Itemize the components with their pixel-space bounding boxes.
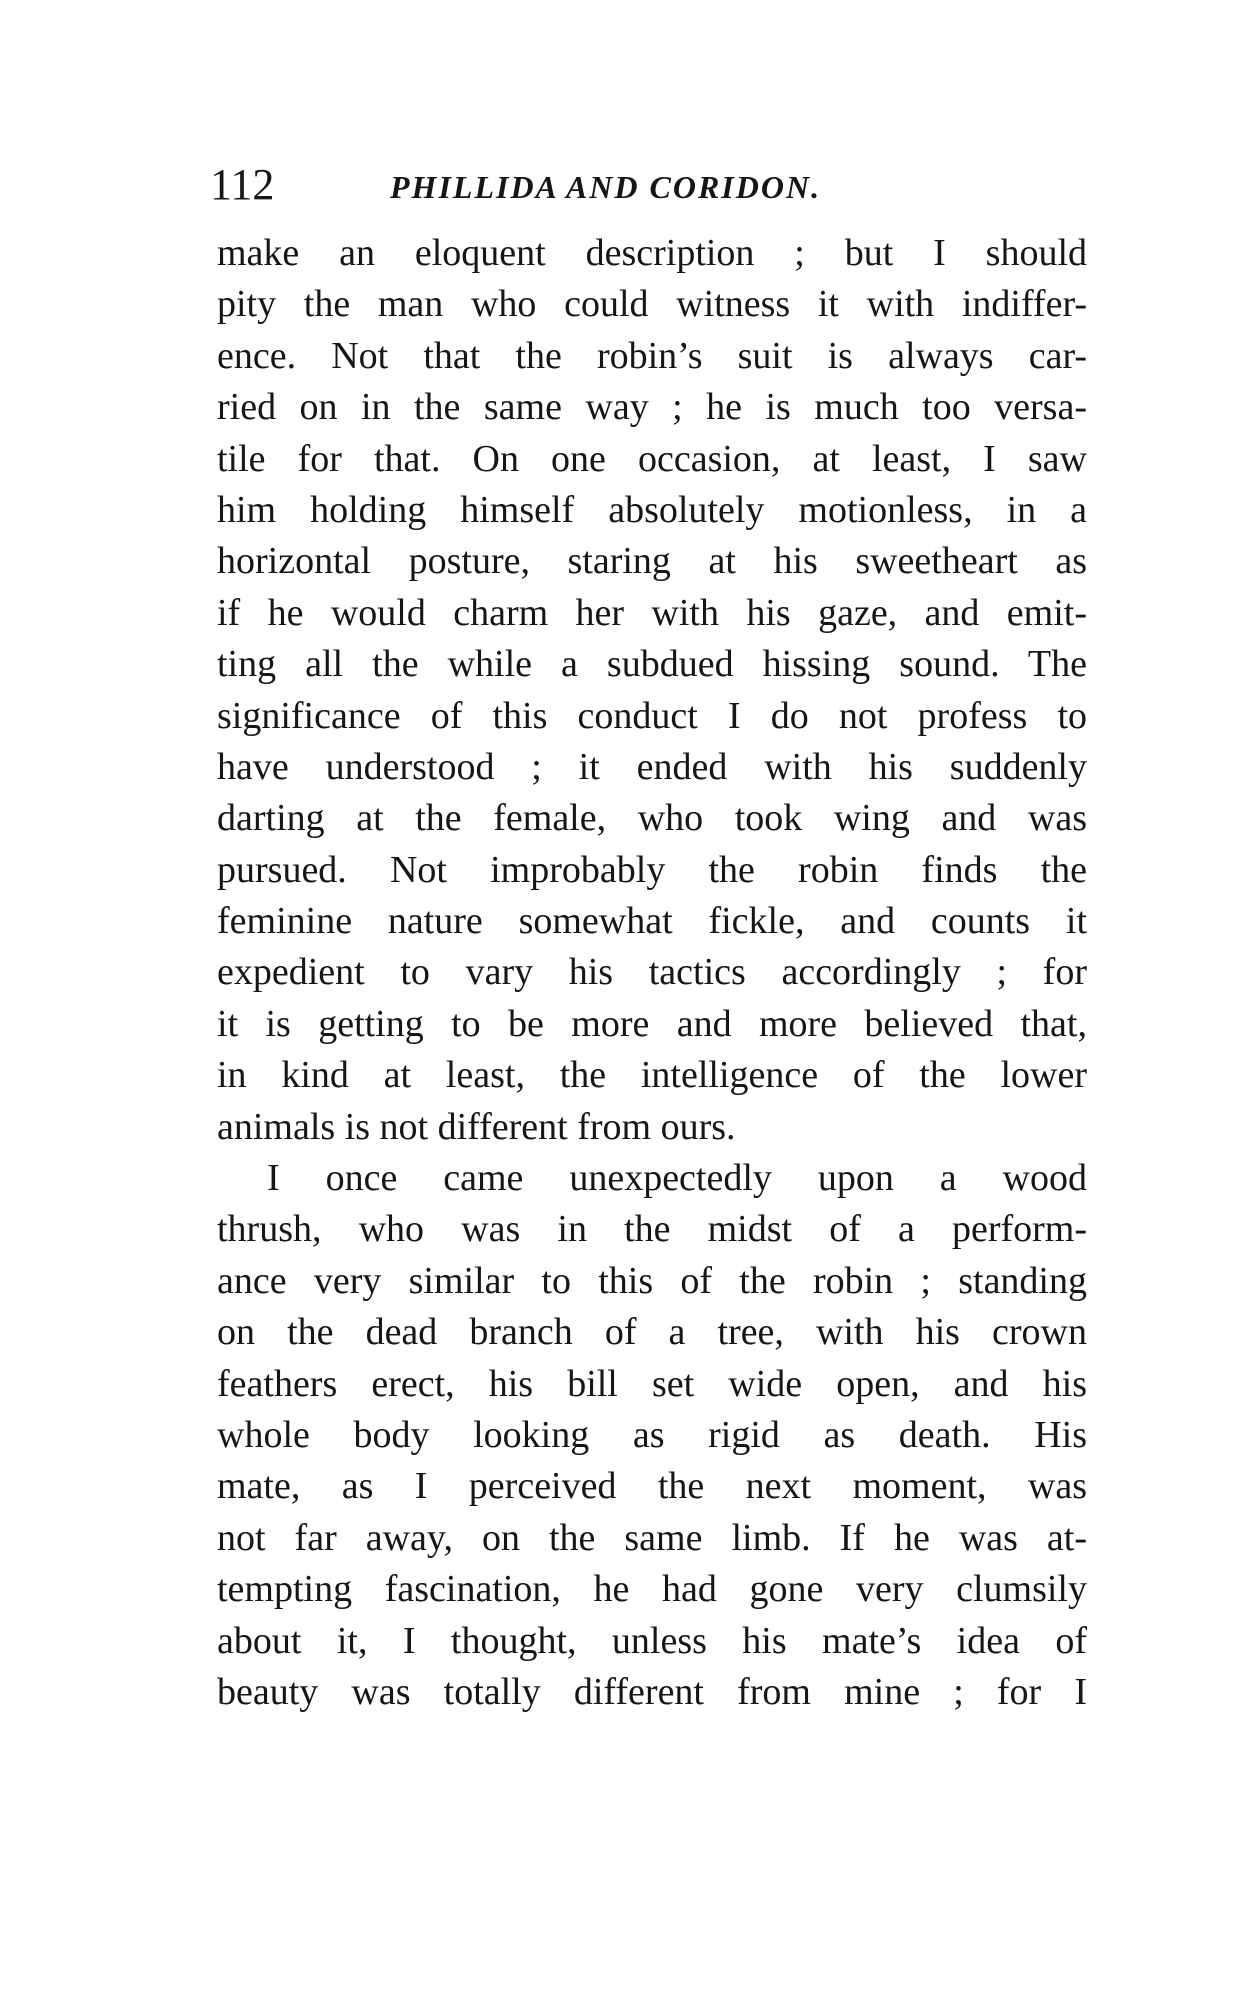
text-line: horizontal posture, staring at his sweetheart as bbox=[217, 540, 1087, 583]
text-line: mate, as I perceived the next moment, was bbox=[217, 1465, 1087, 1508]
page-header bbox=[210, 155, 1090, 215]
text-line: if he would charm her with his gaze, and emit- bbox=[217, 591, 1087, 634]
text-line: tile for that. On one occasion, at least, I saw bbox=[217, 437, 1087, 480]
text-line: I once came unexpectedly upon a wood bbox=[267, 1157, 1087, 1200]
text-line: feathers erect, his bill set wide open, and his bbox=[217, 1362, 1087, 1405]
text-line: thrush, who was in the midst of a perform- bbox=[217, 1208, 1087, 1251]
text-line: whole body looking as rigid as death. His bbox=[217, 1413, 1087, 1456]
text-line: tempting fascination, he had gone very clumsily bbox=[217, 1568, 1087, 1611]
text-line: ence. Not that the robin’s suit is always car- bbox=[217, 334, 1087, 377]
text-line: animals is not different from ours. bbox=[217, 1105, 736, 1148]
text-line: pursued. Not improbably the robin finds the bbox=[217, 848, 1087, 891]
text-line: it is getting to be more and more believed that, bbox=[217, 1002, 1087, 1045]
text-line: ting all the while a subdued hissing sound. The bbox=[217, 643, 1087, 686]
text-line: ance very similar to this of the robin ; standing bbox=[217, 1259, 1087, 1302]
text-line: in kind at least, the intelligence of the lower bbox=[217, 1054, 1087, 1097]
text-line: him holding himself absolutely motionless, in a bbox=[217, 488, 1087, 531]
text-line: ried on in the same way ; he is much too versa- bbox=[217, 386, 1087, 429]
paragraph-robin bbox=[217, 228, 1087, 1153]
running-title: PHILLIDA AND CORIDON. bbox=[390, 169, 822, 205]
text-line: make an eloquent description ; but I should bbox=[217, 232, 1087, 274]
text-line: pity the man who could witness it with indiffer- bbox=[217, 283, 1087, 326]
text-line: feminine nature somewhat fickle, and counts it bbox=[217, 900, 1087, 943]
text-line: significance of this conduct I do not profess to bbox=[217, 694, 1087, 737]
body-text bbox=[217, 228, 1087, 1718]
text-line: beauty was totally different from mine ; for I bbox=[217, 1670, 1087, 1713]
page-number: 112 bbox=[210, 160, 275, 209]
text-line: expedient to vary his tactics accordingly ; for bbox=[217, 951, 1087, 994]
text-line: about it, I thought, unless his mate’s idea of bbox=[217, 1619, 1087, 1662]
text-line: darting at the female, who took wing and was bbox=[217, 797, 1087, 840]
paragraph-thrush bbox=[217, 1153, 1087, 1718]
text-line: not far away, on the same limb. If he was at- bbox=[217, 1516, 1087, 1559]
text-line: have understood ; it ended with his suddenly bbox=[217, 745, 1087, 788]
text-line: on the dead branch of a tree, with his crown bbox=[217, 1311, 1087, 1354]
